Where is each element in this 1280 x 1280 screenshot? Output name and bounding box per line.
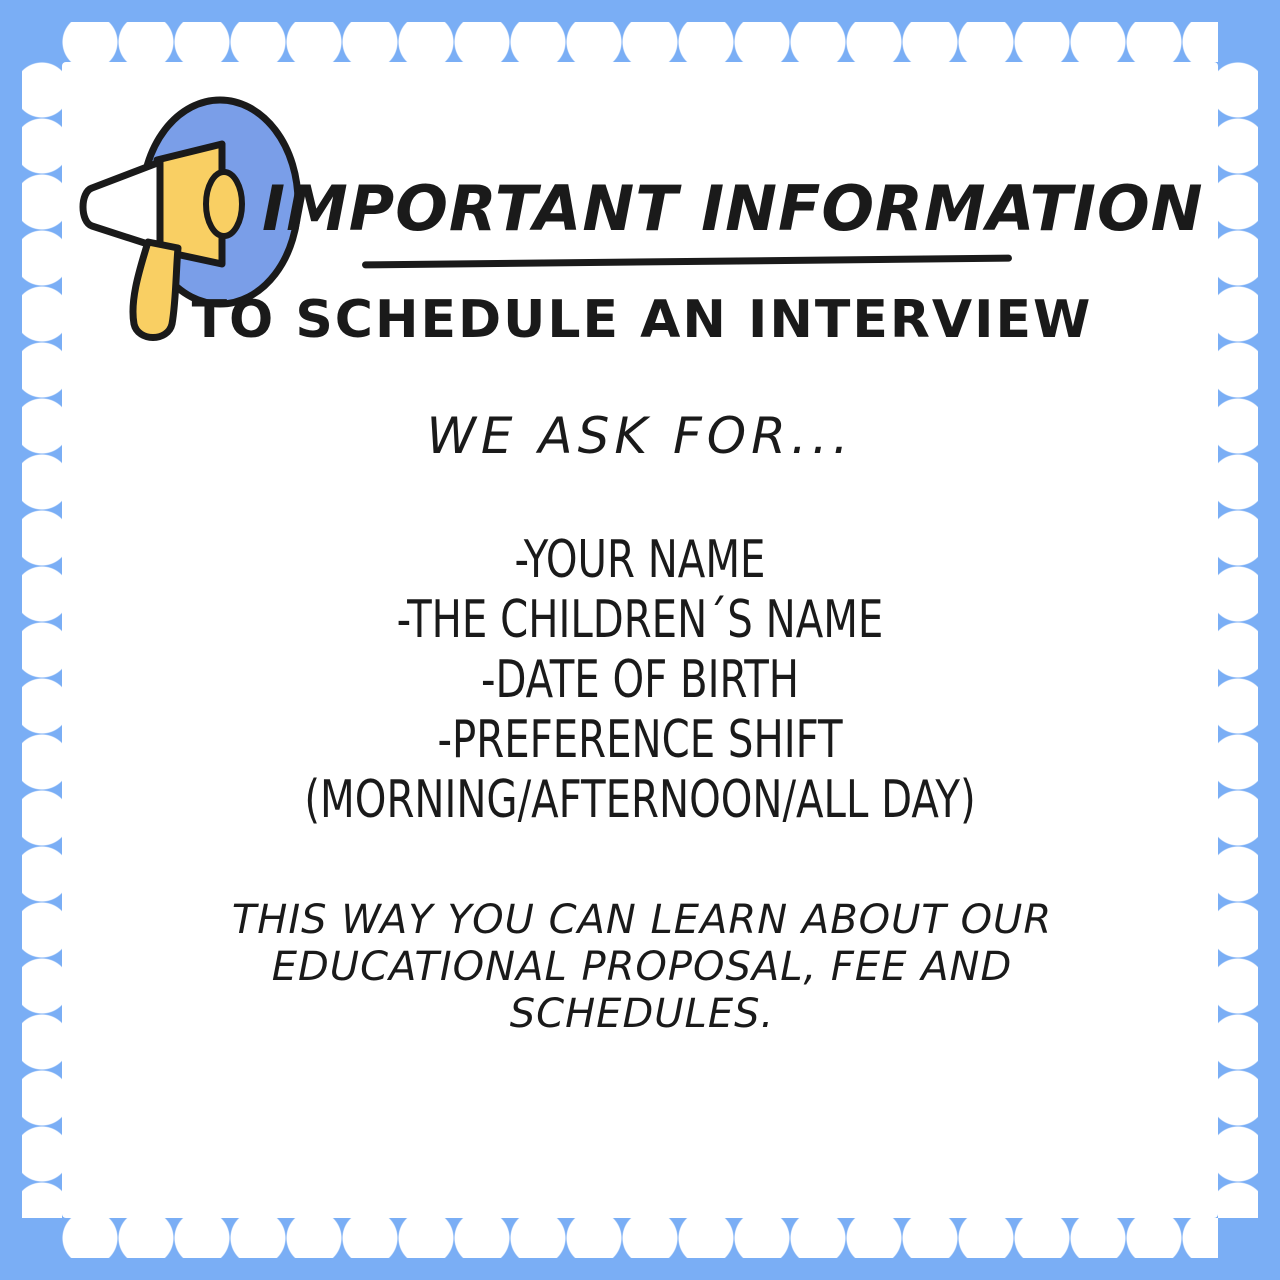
list-item: -DATE OF BIRTH: [480, 650, 800, 710]
requirements-list: [62, 530, 1218, 830]
list-item: -YOUR NAME: [514, 530, 766, 590]
scallop-edge-right: [1218, 62, 1258, 1218]
lead-in-text: WE ASK FOR...: [426, 407, 854, 465]
list-item: (MORNING/AFTERNOON/ALL DAY): [304, 770, 976, 830]
title-underline: [362, 255, 1012, 269]
list-item: -THE CHILDREN´S NAME: [396, 590, 884, 650]
poster-content: [62, 62, 1218, 1218]
page-subtitle: TO SCHEDULE AN INTERVIEW: [191, 290, 1093, 350]
list-item: -PREFERENCE SHIFT: [437, 710, 843, 770]
scallop-edge-bottom: [62, 1218, 1218, 1258]
closing-text: THIS WAY YOU CAN LEARN ABOUT OUR EDUCATIONAL PROPOSAL, FEE AND SCHEDULES.: [231, 897, 1053, 1037]
page-title: IMPORTANT INFORMATION: [262, 172, 1204, 245]
scallop-edge-top: [62, 22, 1218, 62]
